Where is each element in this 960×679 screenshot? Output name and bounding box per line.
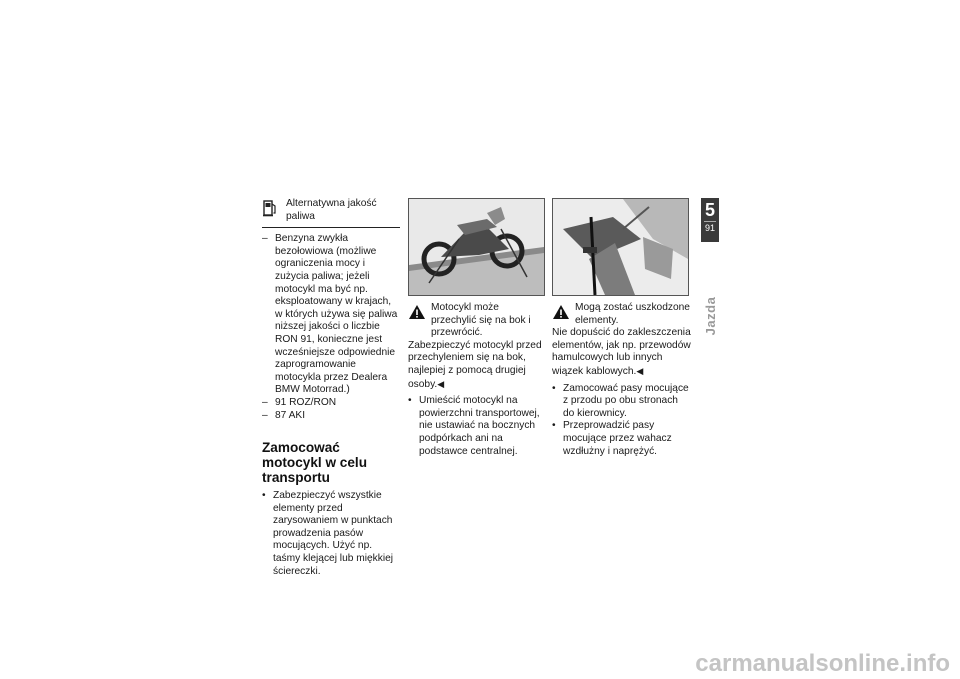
warning-body: [408, 340, 545, 391]
end-mark: ◀: [636, 365, 644, 376]
tipping-warning: [408, 302, 545, 340]
warning-lead: Mogą zostać uszkodzone elementy.: [575, 302, 690, 326]
instruction-list: [408, 395, 545, 458]
warning-triangle-icon: [552, 302, 570, 327]
motorcycle-on-trailer-photo: [408, 198, 545, 296]
chapter-number: 5: [704, 200, 715, 220]
warning-body-text: Nie dopuścić do zakleszczenia elementów, jak np. przewodów hamulcowych lub innych wiązek kablowych.: [552, 327, 691, 377]
column-2: [408, 198, 545, 458]
chapter-tab: [701, 198, 719, 242]
column-1: [262, 198, 400, 578]
fuel-note-text: Alternatywna jakość paliwa: [286, 198, 377, 222]
instruction-list: [552, 383, 691, 459]
warning-body: [552, 327, 691, 378]
fuel-pump-icon: [262, 198, 280, 223]
instruction-list: [262, 490, 400, 578]
section-heading: Zamocować motocykl w celu transportu: [262, 440, 368, 486]
warning-body-text: Zabezpieczyć motocykl przed przechyleniem się na bok, najlepiej z pomocą drugiej osoby.: [408, 339, 542, 390]
list-item: • Umieścić motocykl na powierzchni transportowej, nie ustawiać na bocznych podpórkach ani na podstawce centralnej.: [408, 395, 545, 458]
fuel-note: [262, 198, 400, 228]
warning-lead: Motocykl może przechylić się na bok i przewrócić.: [431, 302, 531, 339]
list-item: • Przeprowadzić pasy mocujące przez wahacz wzdłużny i naprężyć.: [552, 420, 691, 458]
list-item: – 87 AKI: [262, 410, 400, 423]
chapter-label: Jazda: [702, 296, 718, 336]
list-item: • Zamocować pasy mocujące z przodu po obu stronach do kierownicy.: [552, 383, 691, 421]
list-item: • Zabezpieczyć wszystkie elementy przed zarysowaniem w punktach prowadzenia pasów mocujących. Użyć np. taśmy klejącej lub miękkiej ściereczki.: [262, 490, 400, 578]
list-item: – Benzyna zwykła bezołowiowa (możliwe ograniczenia mocy i zużycia paliwa; jeżeli motocykl ma być np. eksploatowany w krajach, w których używa się paliwa niższej jakości o liczbie RON 91, konieczne jest wcześniejsze odpowiednie zaprogramowanie motocykla przez Dealera BMW Motorrad.): [262, 233, 400, 397]
damage-warning: [552, 302, 691, 327]
end-mark: ◀: [437, 378, 445, 389]
page-number: 91: [704, 223, 715, 233]
handlebar-strap-photo: [552, 198, 689, 296]
list-item: – 91 ROZ/RON: [262, 397, 400, 410]
column-3: [552, 198, 691, 458]
watermark: carmanualsonline.info: [695, 650, 950, 677]
warning-triangle-icon: [408, 302, 426, 340]
fuel-spec-list: [262, 233, 400, 422]
